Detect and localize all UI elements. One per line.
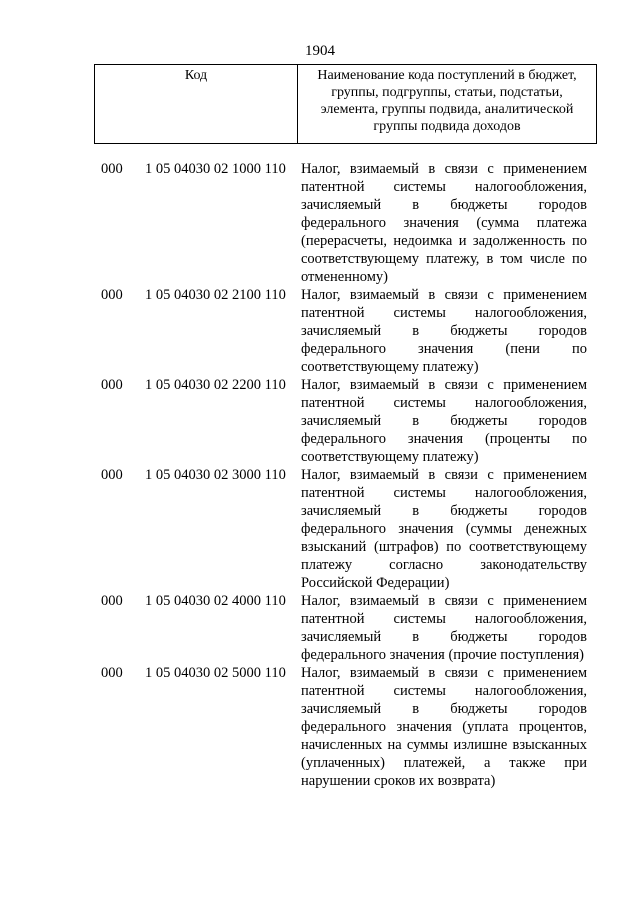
- revenue-code: 1 05 04030 02 5000 110: [145, 665, 286, 681]
- table-row: [0, 160, 640, 286]
- revenue-code: 1 05 04030 02 3000 110: [145, 467, 286, 483]
- admin-code: 000: [101, 593, 123, 609]
- table-row: [0, 664, 640, 790]
- table-row: [0, 592, 640, 664]
- table-row: [0, 286, 640, 376]
- revenue-code-list: [0, 160, 640, 790]
- admin-code: 000: [101, 287, 123, 303]
- header-name-column: Наименование кода поступлений в бюджет, группы, подгруппы, статьи, подстатьи, элемента, группы подвида, аналитической группы подвида доходов: [317, 68, 577, 134]
- revenue-code: 1 05 04030 02 4000 110: [145, 593, 286, 609]
- page-number: 1904: [305, 43, 335, 59]
- revenue-description: Налог, взимаемый в связи с применением патентной системы налогообложения, зачисляемый в бюджеты городов федерального значения (прочие поступления): [301, 593, 587, 663]
- admin-code: 000: [101, 161, 123, 177]
- table-header: [94, 64, 597, 144]
- table-row: [0, 376, 640, 466]
- table-row: [0, 466, 640, 592]
- revenue-description: Налог, взимаемый в связи с применением патентной системы налогообложения, зачисляемый в бюджеты городов федерального значения (суммы денежных взысканий (штрафов) по соответствующему платежу согласно законодательству Российской Федерации): [301, 467, 587, 591]
- admin-code: 000: [101, 665, 123, 681]
- revenue-description: Налог, взимаемый в связи с применением патентной системы налогообложения, зачисляемый в бюджеты городов федерального значения (сумма платежа (перерасчеты, недоимка и задолженность по соответствующему платежу, в том числе по отмененному): [301, 161, 587, 285]
- admin-code: 000: [101, 467, 123, 483]
- revenue-code: 1 05 04030 02 1000 110: [145, 161, 286, 177]
- revenue-code: 1 05 04030 02 2100 110: [145, 287, 286, 303]
- revenue-description: Налог, взимаемый в связи с применением патентной системы налогообложения, зачисляемый в бюджеты городов федерального значения (проценты по соответствующему платежу): [301, 377, 587, 465]
- revenue-description: Налог, взимаемый в связи с применением патентной системы налогообложения, зачисляемый в бюджеты городов федерального значения (уплата процентов, начисленных на суммы излишне взысканных (уплаченных) платежей, а также при нарушении сроков их возврата): [301, 665, 587, 789]
- revenue-code: 1 05 04030 02 2200 110: [145, 377, 286, 393]
- admin-code: 000: [101, 377, 123, 393]
- header-code-column: Код: [95, 65, 298, 143]
- revenue-description: Налог, взимаемый в связи с применением патентной системы налогообложения, зачисляемый в бюджеты городов федерального значения (пени по соответствующему платежу): [301, 287, 587, 375]
